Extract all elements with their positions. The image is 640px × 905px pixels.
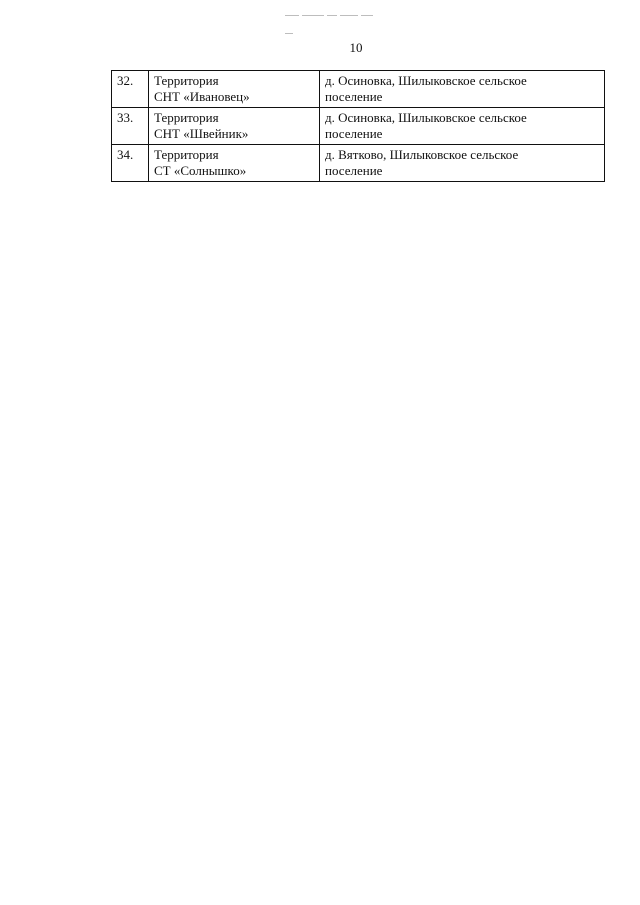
territory-location-line: д. Осиновка, Шилыковское сельское	[325, 73, 527, 88]
row-number: 33.	[112, 108, 149, 145]
territory-name-line: Территория	[154, 73, 219, 88]
territory-location-line: поселение	[325, 126, 383, 141]
territory-name-line: Территория	[154, 147, 219, 162]
territory-name	[149, 108, 320, 145]
territory-location-line: д. Вятково, Шилыковское сельское	[325, 147, 519, 162]
table-row	[112, 71, 605, 108]
table-row	[112, 108, 605, 145]
territory-location-line: поселение	[325, 89, 383, 104]
territory-location	[320, 108, 605, 145]
territory-name-line: СНТ «Ивановец»	[154, 89, 250, 104]
table-row	[112, 145, 605, 182]
territory-name-line: СТ «Солнышко»	[154, 163, 247, 178]
territory-name	[149, 145, 320, 182]
row-number: 32.	[112, 71, 149, 108]
territory-name	[149, 71, 320, 108]
territory-location	[320, 145, 605, 182]
territory-name-line: Территория	[154, 110, 219, 125]
territory-location-line: поселение	[325, 163, 383, 178]
territory-location-line: д. Осиновка, Шилыковское сельское	[325, 110, 527, 125]
territory-name-line: СНТ «Швейник»	[154, 126, 249, 141]
page-number: 10	[349, 40, 363, 55]
territory-location	[320, 71, 605, 108]
scan-header-marks	[285, 6, 385, 14]
row-number: 34.	[112, 145, 149, 182]
territory-table	[111, 70, 605, 182]
